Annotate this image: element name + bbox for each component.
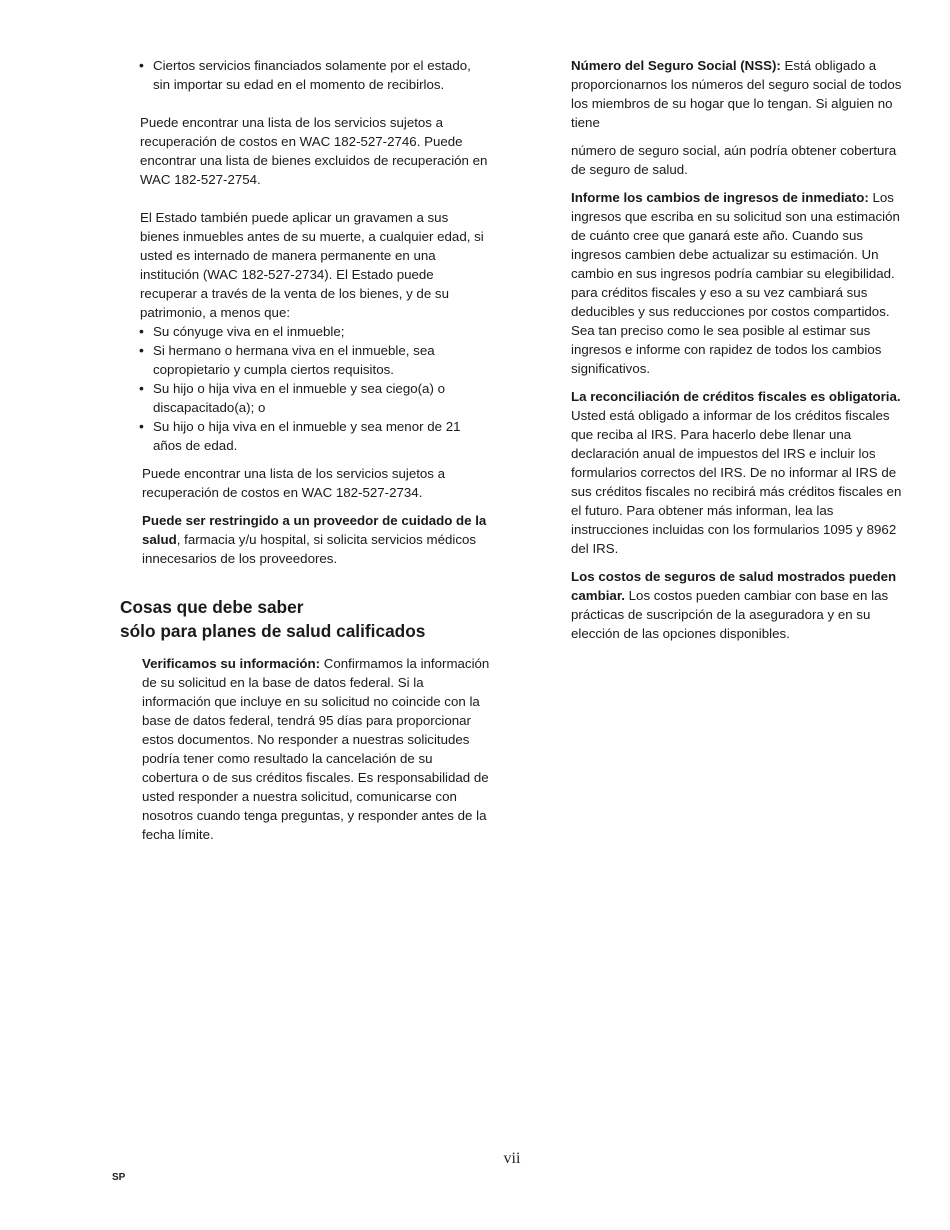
footer-language-code: SP [112, 1172, 126, 1183]
tax-reconciliation-lead: La reconciliación de créditos fiscales es obligatoria. [571, 389, 901, 404]
bullet-list-exceptions [120, 322, 490, 455]
paragraph-ssn-continued: número de seguro social, aún podría obtener cobertura de seguro de salud. [571, 143, 897, 177]
paragraph-insurance-costs [571, 567, 906, 643]
page-number: vii [503, 1150, 521, 1167]
paragraph-tax-reconciliation [571, 387, 906, 558]
section-heading-line-2: sólo para planes de salud calificados [120, 621, 426, 641]
list-item: • Su hijo o hija viva en el inmueble y sea ciego(a) o discapacitado(a); o [120, 379, 490, 417]
list-item: • Su cónyuge viva en el inmueble; [120, 322, 490, 341]
restricted-provider-text: , farmacia y/u hospital, si solicita servicios médicos innecesarios de los proveedores. [142, 532, 477, 566]
paragraph-verify-info [120, 654, 490, 844]
paragraph-restricted-provider [120, 511, 490, 568]
verify-info-lead: Verificamos su información: [142, 656, 321, 671]
insurance-costs-lead: Los costos de seguros de salud mostrados pueden cambiar. [571, 569, 897, 603]
income-changes-text: Los ingresos que escriba en su solicitud son una estimación de cuánto cree que ganará este año. Cuando sus ingresos cambien debe actualizar su estimación. Un cambio en sus ingresos podría cambiar su elegibilidad. para créditos fiscales y eso a su vez cambiará sus deducibles y sus reducciones por costos compartidos. Sea tan preciso como le sea posible al estimar sus ingresos e informe con rapidez de todos los cambios significativos. [571, 190, 900, 376]
paragraph-recovery-list: Puede encontrar una lista de los servicios sujetos a recuperación de costos en WAC 182-527-2746. Puede encontrar una lista de bienes excluidos de recuperación en WAC 182-527-2754. [140, 115, 488, 187]
paragraph-lien: El Estado también puede aplicar un gravamen a sus bienes inmuebles antes de su muerte, a cualquier edad, si usted es internado de manera permanente en una institución (WAC 182-527-2734). El Estado puede recuperar a través de la venta de los bienes, y de su patrimonio, a menos que: [140, 210, 484, 320]
section-heading-line-1: Cosas que debe saber [120, 597, 304, 617]
paragraph-income-changes [571, 188, 906, 378]
tax-reconciliation-text: Usted está obligado a informar de los créditos fiscales que reciba al IRS. Para hacerlo debe llenar una declaración anual de impuestos del IRS e incluir los formularios correctos del IRS. De no informar al IRS de sus créditos fiscales no recibirá más créditos fiscales en el futuro. Para obtener más informan, lea las instrucciones incluidas con los formularios 1095 y 8962 del IRS. [571, 408, 902, 556]
ssn-lead: Número del Seguro Social (NSS): [571, 58, 781, 73]
list-item: • Si hermano o hermana viva en el inmueble, sea copropietario y cumpla ciertos requisitos. [120, 341, 490, 379]
bullet-list-top [120, 56, 490, 94]
income-changes-lead: Informe los cambios de ingresos de inmediato: [571, 190, 869, 205]
insurance-costs-text: Los costos pueden cambiar con base en las prácticas de suscripción de la aseguradora y en su elección de las opciones disponibles. [571, 588, 889, 641]
list-item: • Ciertos servicios financiados solamente por el estado, sin importar su edad en el momento de recibirlos. [120, 56, 490, 94]
paragraph-recovery-wac: Puede encontrar una lista de los servicios sujetos a recuperación de costos en WAC 182-527-2734. [142, 466, 446, 500]
ssn-text: Está obligado a proporcionarnos los números del seguro social de todos los miembros de su hogar que lo tengan. Si alguien no tiene [571, 58, 902, 130]
left-column [120, 56, 490, 844]
paragraph-ssn [571, 56, 906, 132]
list-item: • Su hijo o hija viva en el inmueble y sea menor de 21 años de edad. [120, 417, 490, 455]
restricted-provider-lead: Puede ser restringido a un proveedor de cuidado de la salud [142, 513, 487, 547]
section-heading [120, 595, 490, 643]
right-column [571, 56, 906, 643]
verify-info-text: Confirmamos la información de su solicitud en la base de datos federal. Si la información que incluye en su solicitud no coincide con la base de datos federal, tendrá 95 días para proporcionar estos documentos. No responder a nuestras solicitudes podría tener como resultado la cancelación de su cobertura o de sus créditos fiscales. Es responsabilidad de usted responder a nuestra solicitud, comunicarse con nosotros cuando tenga preguntas, y responder antes de la fecha límite. [142, 656, 490, 842]
